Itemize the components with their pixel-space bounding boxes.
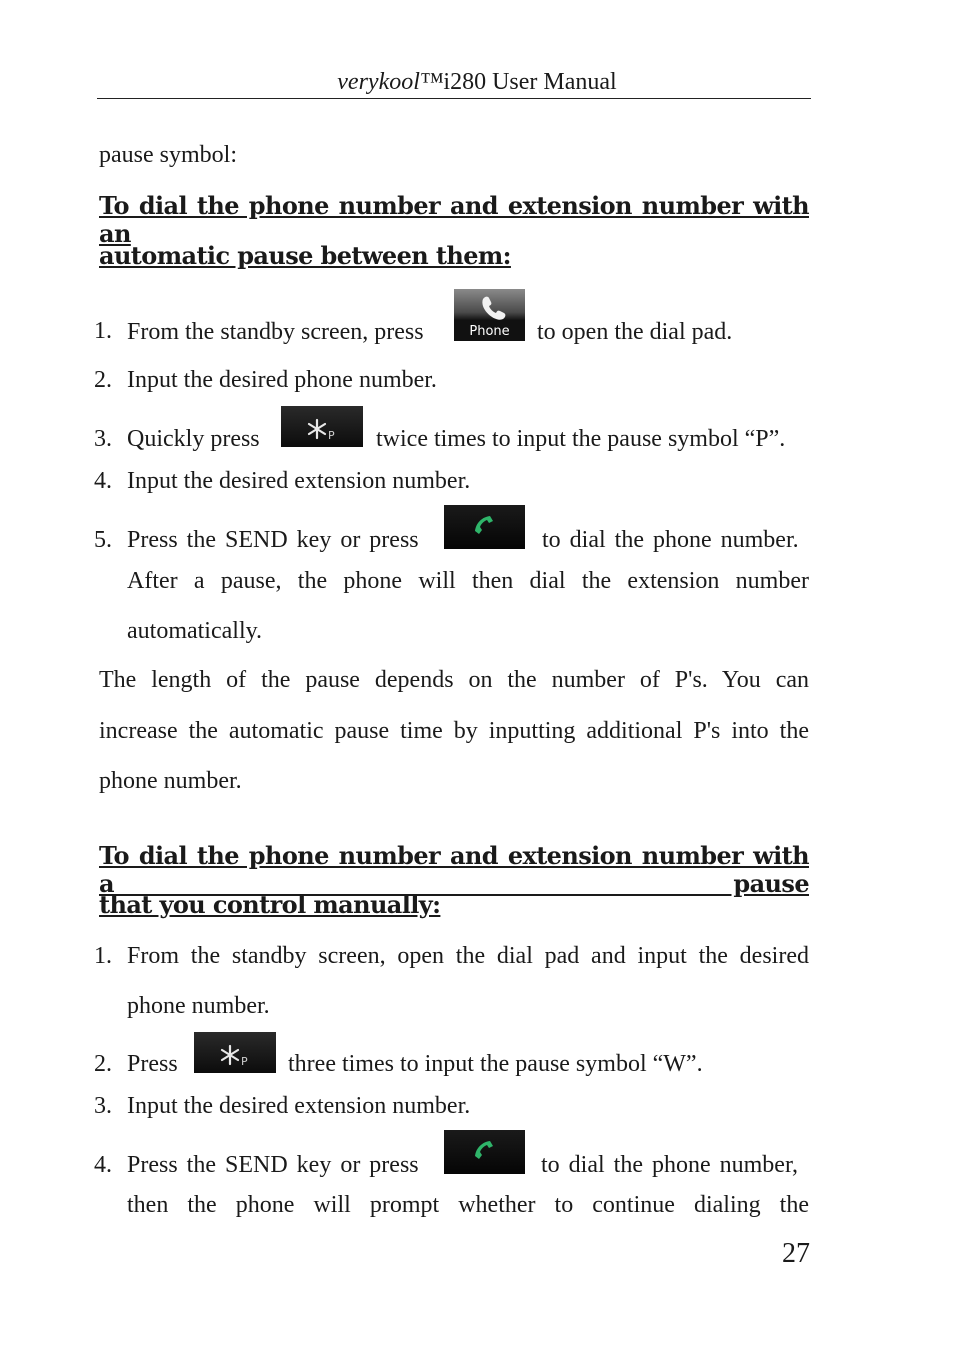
step-text: to dial the phone number, — [541, 1152, 798, 1178]
note-line2: increase the automatic pause time by inputting additional P's into the — [99, 718, 809, 744]
step-text: three times to input the pause symbol “W”. — [288, 1051, 703, 1077]
send-call-icon — [444, 1130, 525, 1174]
step-number: 4. — [94, 468, 112, 494]
section1-heading-line2: automatic pause between them: — [99, 241, 511, 270]
page-number: 27 — [782, 1238, 810, 1269]
step-text: Input the desired extension number. — [127, 1093, 471, 1119]
section2-heading-line2: that you control manually: — [99, 890, 441, 919]
phone-icon-label: Phone — [469, 324, 510, 339]
brand-name: verykool™ — [337, 69, 444, 95]
svg-text:P: P — [241, 1055, 248, 1068]
section2-heading-line1: To dial the phone number and extension number with a pause — [99, 841, 809, 898]
step-text: Press — [127, 1051, 178, 1077]
step-text: From the standby screen, open the dial pad and input the desired — [127, 943, 809, 969]
section1-heading-line1: To dial the phone number and extension number with an — [99, 191, 809, 248]
svg-text:P: P — [328, 429, 335, 442]
step-text: From the standby screen, press — [127, 319, 424, 345]
step-number: 3. — [94, 426, 112, 452]
step-text: to dial the phone number. — [542, 527, 799, 553]
step-text-continued: automatically. — [127, 618, 263, 644]
step-number: 5. — [94, 527, 112, 553]
step-number: 3. — [94, 1093, 112, 1119]
step-text: Input the desired extension number. — [127, 468, 471, 494]
send-call-icon — [444, 505, 525, 549]
step-number: 1. — [94, 943, 112, 969]
step-text: twice times to input the pause symbol “P”. — [376, 426, 786, 452]
step-text-continued: phone number. — [127, 993, 270, 1019]
phone-icon — [454, 289, 525, 341]
intro-text: pause symbol: — [99, 142, 237, 168]
header-rule — [97, 98, 811, 99]
step-text: Input the desired phone number. — [127, 367, 437, 393]
step-number: 2. — [94, 367, 112, 393]
note-line3: phone number. — [99, 768, 242, 794]
note-line1: The length of the pause depends on the number of P's. You can — [99, 667, 809, 693]
step-number: 1. — [94, 318, 112, 344]
manual-title: i280 User Manual — [443, 69, 617, 95]
step-text-continued: then the phone will prompt whether to continue dialing the — [127, 1192, 809, 1218]
step-text: Press the SEND key or press — [127, 527, 419, 553]
step-text: Quickly press — [127, 426, 260, 452]
step-text-continued: After a pause, the phone will then dial the extension number — [127, 568, 809, 594]
star-p-key-icon — [194, 1032, 276, 1073]
step-number: 4. — [94, 1152, 112, 1178]
step-text: Press the SEND key or press — [127, 1152, 419, 1178]
star-p-key-icon — [281, 406, 363, 447]
step-text: to open the dial pad. — [537, 319, 733, 345]
page-header — [0, 68, 954, 96]
step-number: 2. — [94, 1051, 112, 1077]
